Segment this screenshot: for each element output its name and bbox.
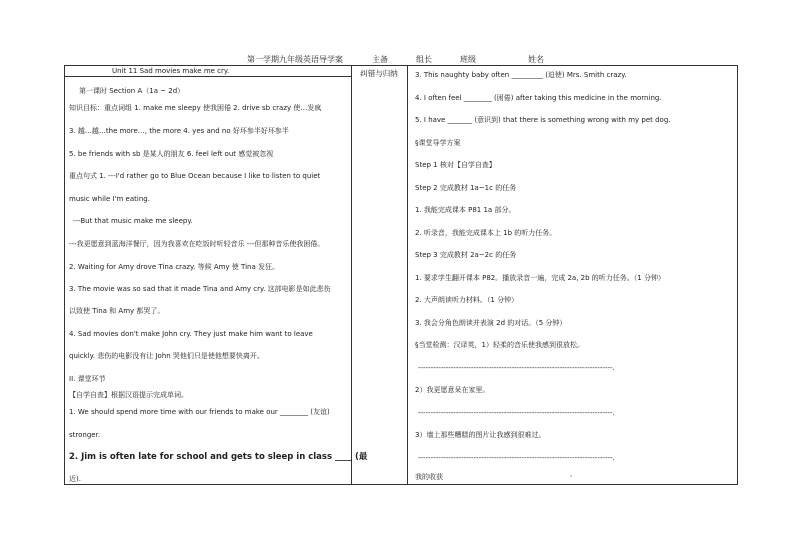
right-line: 5. I have _______ (意识到) that there is something wrong with my pet dog.	[415, 116, 671, 124]
right-line: Step 3 完成教材 2a~2c 的任务	[415, 251, 517, 259]
right-column	[408, 66, 738, 486]
right-line: §当堂检测：汉译英，1）轻柔的音乐使我感到很放松。	[415, 341, 584, 349]
left-line: quickly. 悲伤的电影没有让 John 哭他们只是使他想要快离开。	[69, 352, 264, 360]
answer-line: -----------------------------------------------------------------------------.	[418, 454, 615, 462]
left-line: II. 课堂环节	[69, 375, 106, 383]
right-line: 2. 大声朗读听力材料。（1 分钟）	[415, 296, 519, 304]
header-chief: 主备	[372, 55, 388, 64]
my-gains-label: 我的收获	[415, 473, 443, 481]
answer-line: -----------------------------------------------------------------------------.	[418, 409, 615, 417]
header-name: 姓名	[528, 55, 544, 64]
left-line: 3. The movie was so sad that it made Tina and Amy cry. 这部电影是如此悲伤	[69, 285, 331, 293]
left-line: 重点句式 1. ---I'd rather go to Blue Ocean because I like to listen to quiet	[69, 172, 321, 180]
right-line: 3）墙上那些糟糕的图片让我感到很难过。	[415, 431, 546, 439]
answer-line: -----------------------------------------------------------------------------.	[418, 364, 615, 372]
left-question-2: 2. Jim is often late for school and gets to sleep in class ____ (最	[69, 452, 368, 462]
left-line: ---But that music make me sleepy.	[73, 217, 193, 225]
right-line: 1. 要求学生翻开课本 P82。播放录音一遍，完成 2a, 2b 的听力任务。（1 分钟）	[415, 274, 665, 282]
header-class: 班级	[460, 55, 476, 64]
left-line: 知识目标：重点词组 1. make me sleepy 使我困倦 2. drive sb crazy 使…发疯	[69, 104, 322, 112]
left-line: 以致使 Tina 和 Amy 都哭了。	[69, 307, 165, 315]
right-line: 4. I often feel ________ (困倦) after taking this medicine in the morning.	[415, 94, 662, 102]
unit-title: Unit 11 Sad movies make me cry.	[112, 67, 230, 75]
right-line: §课堂导学方案	[415, 139, 461, 147]
left-line: 2. Waiting for Amy drove Tina crazy. 等候 Amy 使 Tina 发狂。	[69, 263, 279, 271]
right-line: 3. 我会分角色朗读并表演 2d 的对话。（5 分钟）	[415, 319, 567, 327]
correction-column-label: 纠错与归纳	[360, 69, 398, 78]
left-line: 4. Sad movies don't make John cry. They just make him want to leave	[69, 330, 313, 338]
right-line: Step 2 完成教材 1a~1c 的任务	[415, 184, 517, 192]
right-line: Step 1 核对【自学自查】	[415, 161, 496, 169]
left-question-2-end: 近).	[69, 475, 81, 483]
left-line: stronger.	[69, 431, 101, 439]
column-divider-left	[351, 66, 352, 484]
stray-mark	[570, 475, 572, 477]
left-line: 3. 越…越…the more…, the more 4. yes and no 好坏参半好坏参半	[69, 127, 289, 135]
header-group-leader: 组长	[416, 55, 432, 64]
worksheet-table	[64, 65, 738, 485]
right-line: 2. 听录音，我能完成课本上 1b 的听力任务。	[415, 229, 557, 237]
left-line: ---我更愿意到蓝海洋餐厅，因为我喜欢在吃饭时听轻音乐 ---但那种音乐使我困倦。	[69, 240, 325, 248]
left-line: 第一课时 Section A（1a ~ 2d）	[79, 87, 185, 95]
right-line: 2）我更愿意呆在家里。	[415, 386, 490, 394]
header-title: 第一学期九年级英语导学案	[247, 55, 343, 64]
left-line: 1. We should spend more time with our friends to make our ________ (友谊)	[69, 408, 330, 416]
right-line: 1. 我能完成课本 P81 1a 部分。	[415, 206, 516, 214]
left-line: music while I'm eating.	[69, 195, 150, 203]
left-line: 【自学自查】根据汉语提示完成单词。	[69, 391, 188, 399]
left-column	[65, 66, 368, 486]
left-line: 5. be friends with sb 是某人的朋友 6. feel left out 感觉被忽视	[69, 150, 274, 158]
right-line: 3. This naughty baby often _________ (迫使) Mrs. Smith crazy.	[415, 71, 627, 79]
